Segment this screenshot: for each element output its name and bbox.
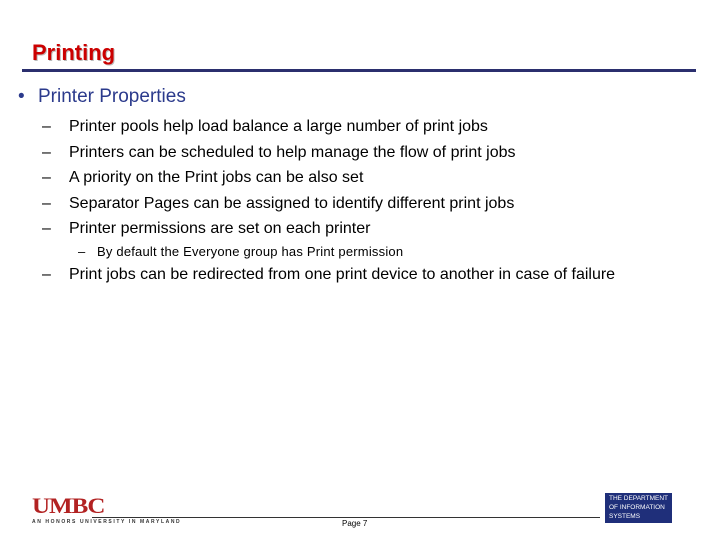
main-bullet: [18, 86, 186, 108]
nested-list-item: [78, 244, 403, 259]
dash-marker: –: [42, 220, 51, 237]
department-logo: [605, 493, 672, 523]
dash-marker: –: [42, 143, 51, 161]
dash-marker: –: [42, 169, 51, 186]
nested-list-item-text: By default the Everyone group has Print permission: [97, 244, 404, 259]
footer-divider: [92, 517, 600, 518]
dash-marker: –: [42, 118, 51, 135]
slide-title: Printing: [32, 40, 116, 65]
list-item-text: Printers can be scheduled to help manage the flow of print jobs: [69, 143, 516, 161]
dash-marker: –: [42, 266, 51, 283]
list-item: [42, 266, 615, 284]
list-item: [42, 191, 516, 217]
list-item: [42, 114, 516, 140]
list-item-text: A priority on the Print jobs can be also set: [69, 169, 364, 186]
umbc-tagline: AN HONORS UNIVERSITY IN MARYLAND: [32, 519, 182, 525]
dept-logo-line: SYSTEMS: [609, 513, 641, 520]
list-item-text: Print jobs can be redirected from one print device to another in case of failure: [69, 266, 616, 283]
property-list: [42, 114, 516, 242]
umbc-logo: UMBC: [32, 494, 105, 519]
list-item: [42, 165, 516, 191]
title-divider: [22, 69, 696, 72]
list-item-text: Printer pools help load balance a large number of print jobs: [69, 118, 488, 135]
page-number: Page 7: [342, 519, 368, 528]
dept-logo-line: THE DEPARTMENT: [609, 495, 668, 502]
list-item-text: Separator Pages can be assigned to identify different print jobs: [69, 194, 515, 212]
dash-marker: –: [42, 194, 51, 212]
list-item-text: Printer permissions are set on each printer: [69, 220, 371, 237]
main-bullet-text: Printer Properties: [38, 86, 186, 107]
dept-logo-line: OF INFORMATION: [609, 504, 665, 511]
list-item: [42, 216, 516, 242]
dash-marker: –: [78, 244, 86, 259]
list-item: [42, 140, 516, 166]
bullet-marker: •: [18, 86, 25, 107]
